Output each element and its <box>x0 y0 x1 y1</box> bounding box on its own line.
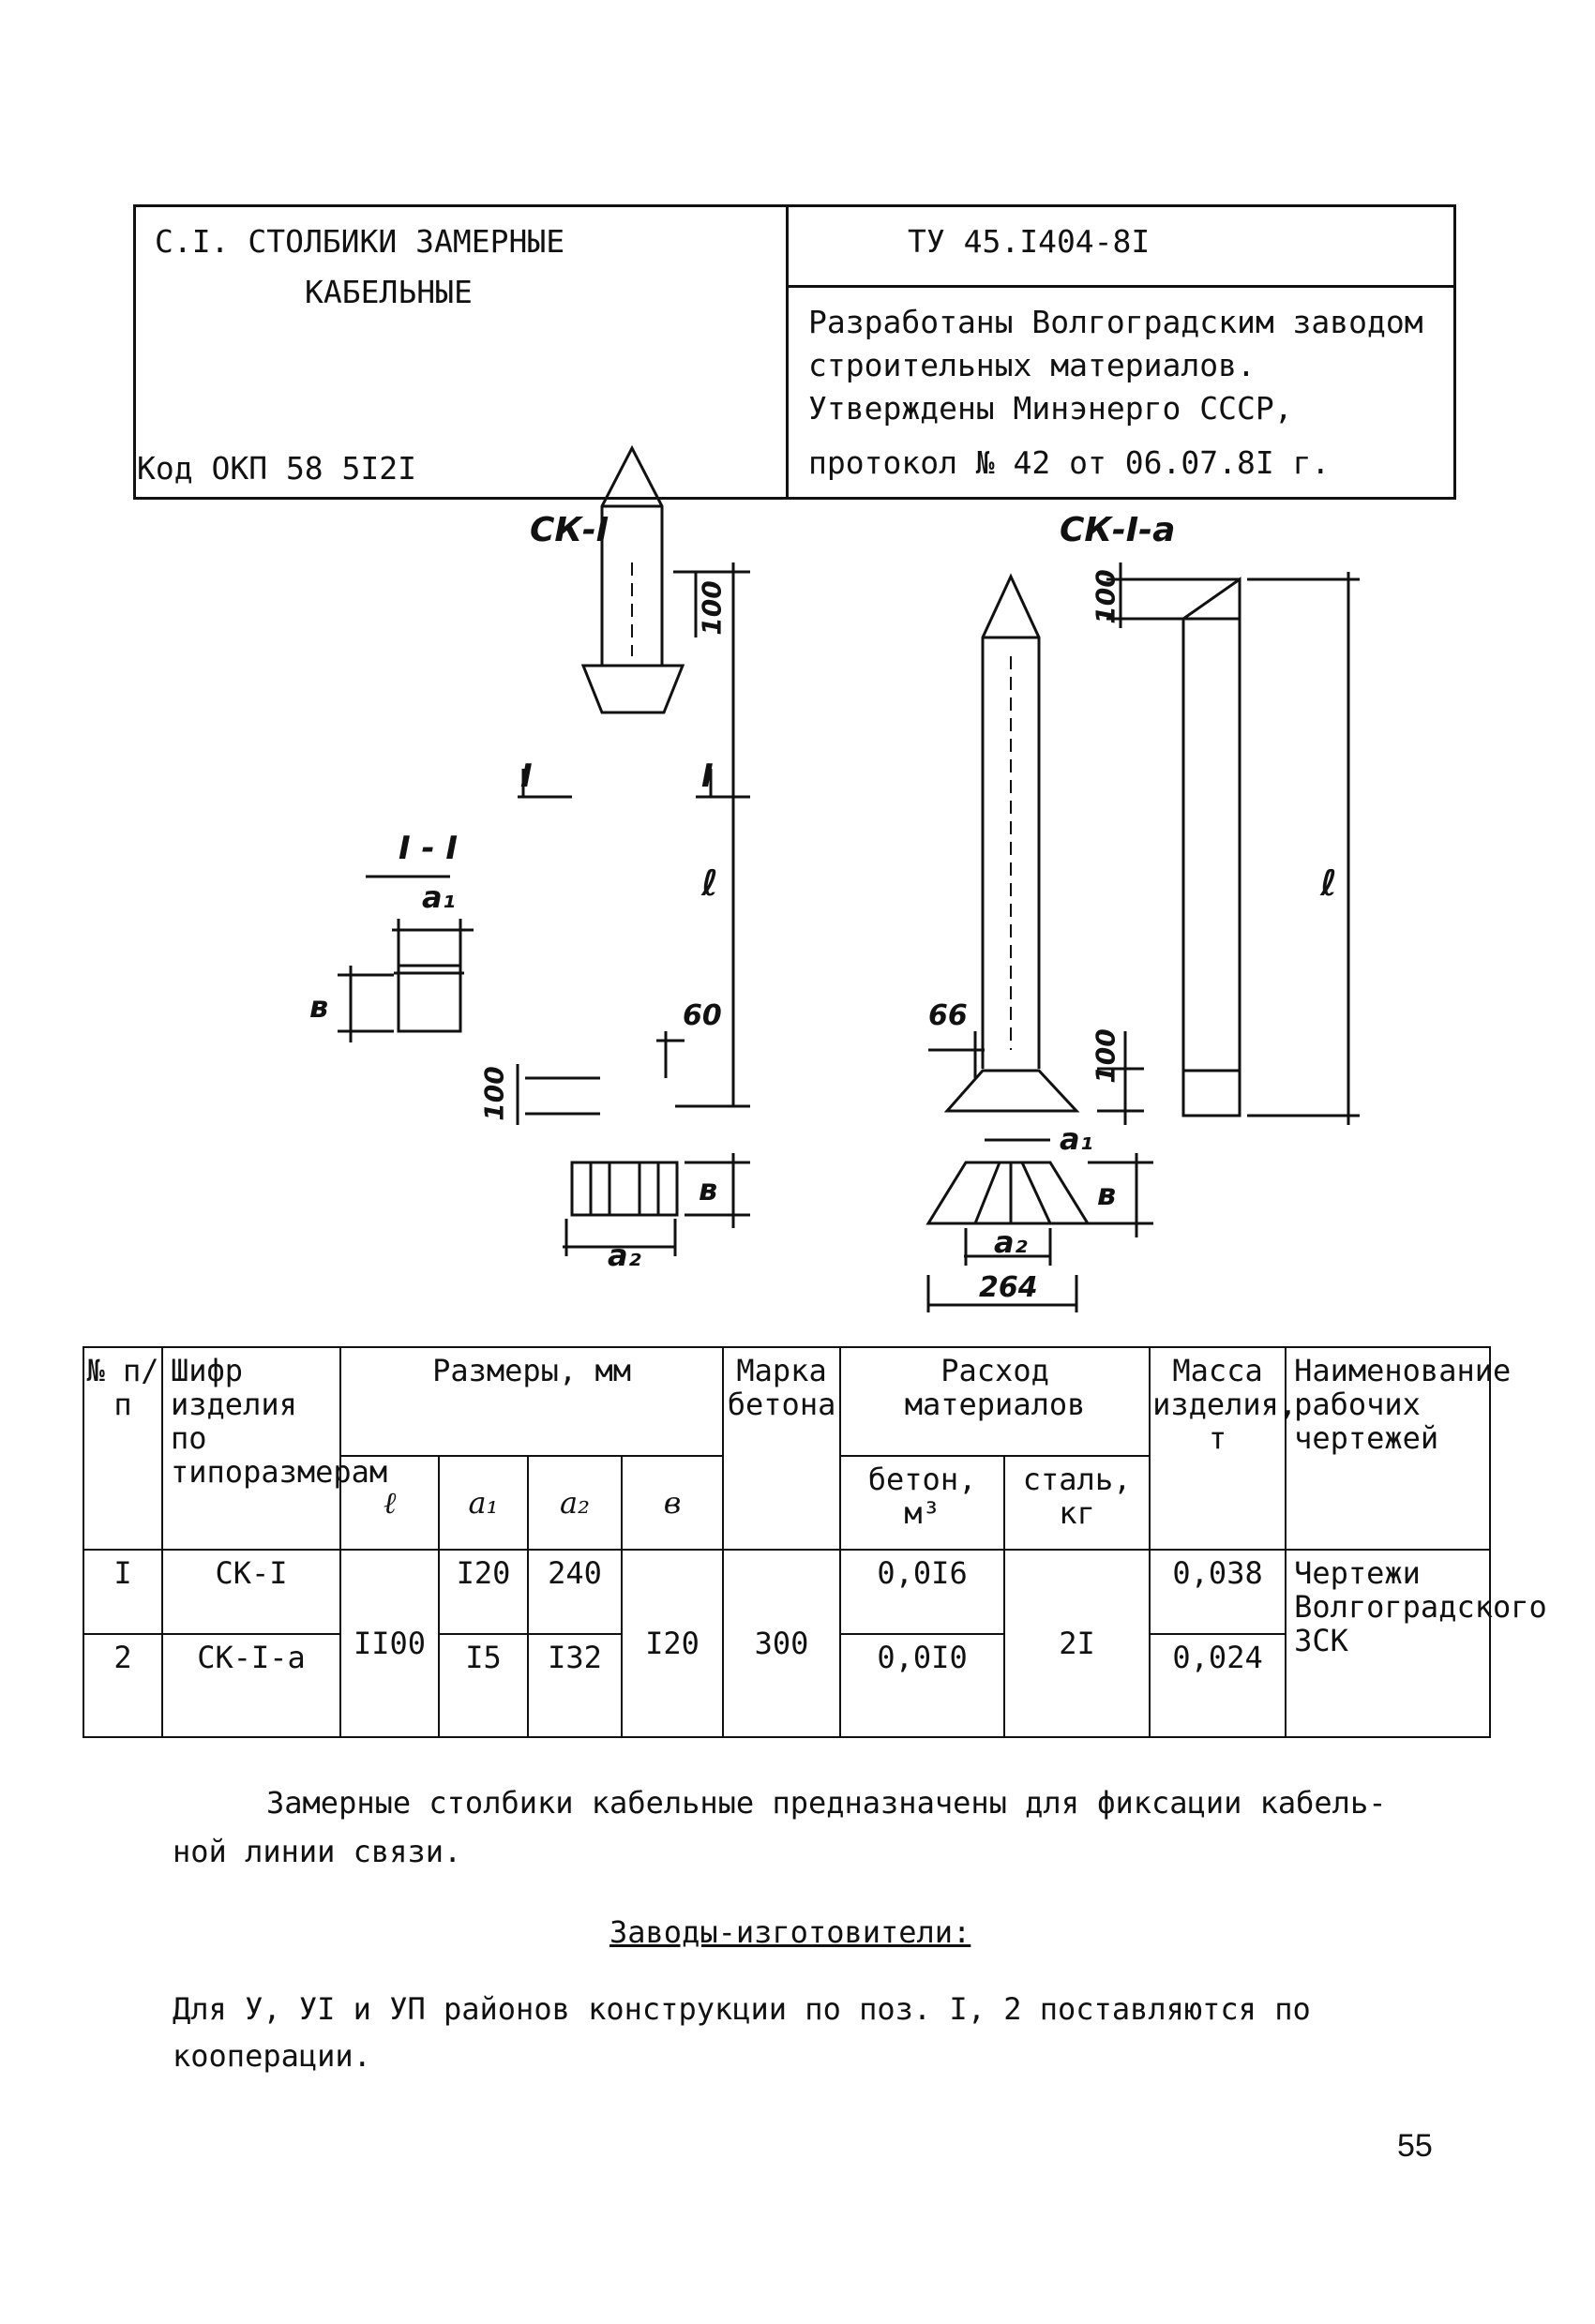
section-mark-right: I <box>701 757 714 795</box>
dim-100-top-left: 100 <box>696 580 728 636</box>
th-drawings: Наименование рабочих чертежей <box>1286 1347 1490 1550</box>
dim-l-left: ℓ <box>701 862 718 904</box>
specification-table <box>83 1346 1547 1738</box>
cell-num: 2 <box>83 1634 162 1737</box>
cell-a2: 240 <box>528 1550 622 1634</box>
dim-66: 66 <box>928 999 968 1032</box>
cell-code: СК-I <box>162 1550 340 1634</box>
page-number: 55 <box>1397 2128 1433 2164</box>
cell-a1: I5 <box>439 1634 528 1737</box>
label-sk1: СК-I <box>530 511 609 549</box>
label-sk1a: СК-I-а <box>1060 511 1176 549</box>
th-concrete: бетон, м³ <box>840 1456 1004 1550</box>
cell-b: I20 <box>622 1550 723 1737</box>
dim-a1-section: a₁ <box>422 879 456 915</box>
cell-concrete: 0,0I0 <box>840 1634 1004 1737</box>
cell-l: II00 <box>340 1550 439 1737</box>
dim-a1-right: a₁ <box>1060 1121 1093 1157</box>
th-a1: a₁ <box>439 1456 528 1550</box>
cell-a2: I32 <box>528 1634 622 1737</box>
header-title-line1: С.I. СТОЛБИКИ ЗАМЕРНЫЕ <box>155 223 565 260</box>
post-sk1a-side-drawing <box>1106 562 1360 1125</box>
dim-a2-left: a₂ <box>608 1237 641 1273</box>
dim-60: 60 <box>683 999 722 1032</box>
header-developed-line2: строительных материалов. <box>808 347 1256 383</box>
dim-b-section: в <box>309 989 329 1025</box>
paragraph-purpose-line2: ной линии связи. <box>173 1834 462 1869</box>
th-sizes: Размеры, мм <box>340 1347 723 1456</box>
post-sk1a-drawing <box>928 577 1153 1312</box>
th-steel: сталь, кг <box>1004 1456 1150 1550</box>
th-a2: a₂ <box>528 1456 622 1550</box>
cell-grade: 300 <box>723 1550 840 1737</box>
th-grade: Марка бетона <box>723 1347 840 1550</box>
th-b: в <box>622 1456 723 1550</box>
dim-100-top-right: 100 <box>1090 569 1121 624</box>
paragraph-supply-line1: Для У, УI и УП районов конструкции по поз. I, 2 поставляются по <box>173 1991 1311 2027</box>
cell-num: I <box>83 1550 162 1634</box>
table-row <box>83 1550 1490 1634</box>
dim-a2-right: a₂ <box>994 1224 1028 1260</box>
dim-b-right: в <box>1097 1177 1117 1212</box>
dim-b-left: в <box>699 1172 718 1207</box>
header-developed-line4: протокол № 42 от 06.07.8I г. <box>808 444 1331 481</box>
cell-mass: 0,038 <box>1150 1550 1286 1634</box>
cell-concrete: 0,0I6 <box>840 1550 1004 1634</box>
cell-a1: I20 <box>439 1550 528 1634</box>
header-developed-line3: Утверждены Минэнерго СССР, <box>808 390 1293 427</box>
th-consumption: Расход материалов <box>840 1347 1150 1456</box>
cell-steel: 2I <box>1004 1550 1150 1737</box>
header-title-line2: КАБЕЛЬНЫЕ <box>305 274 473 310</box>
th-mass: Масса изделия, т <box>1150 1347 1286 1550</box>
th-num: № п/п <box>83 1347 162 1550</box>
header-tu: ТУ 45.I404-8I <box>908 223 1151 260</box>
dim-100-bottom-right: 100 <box>1090 1028 1121 1084</box>
header-okp-code: Код ОКП 58 5I2I <box>137 450 417 487</box>
header-developed-line1: Разработаны Волгоградским заводом <box>808 304 1423 340</box>
dim-264: 264 <box>979 1271 1038 1304</box>
label-section-1-1: I - I <box>399 830 459 867</box>
cell-code: СК-I-а <box>162 1634 340 1737</box>
th-code: Шифр изделия по типоразмерам <box>162 1347 340 1550</box>
th-l: ℓ <box>340 1456 439 1550</box>
manufacturers-heading: Заводы-изготовители: <box>609 1914 971 1950</box>
cell-drawings: Чертежи Волгоградского ЗСК <box>1286 1550 1490 1737</box>
cell-mass: 0,024 <box>1150 1634 1286 1737</box>
section-mark-left: I <box>520 757 533 795</box>
post-sk1-drawing <box>518 448 750 1256</box>
paragraph-purpose-line1: Замерные столбики кабельные предназначены для фиксации кабель- <box>266 1785 1387 1821</box>
paragraph-supply-line2: кооперации. <box>173 2038 371 2074</box>
dim-100-bottom-left: 100 <box>478 1066 510 1121</box>
dim-l-right: ℓ <box>1320 862 1337 904</box>
